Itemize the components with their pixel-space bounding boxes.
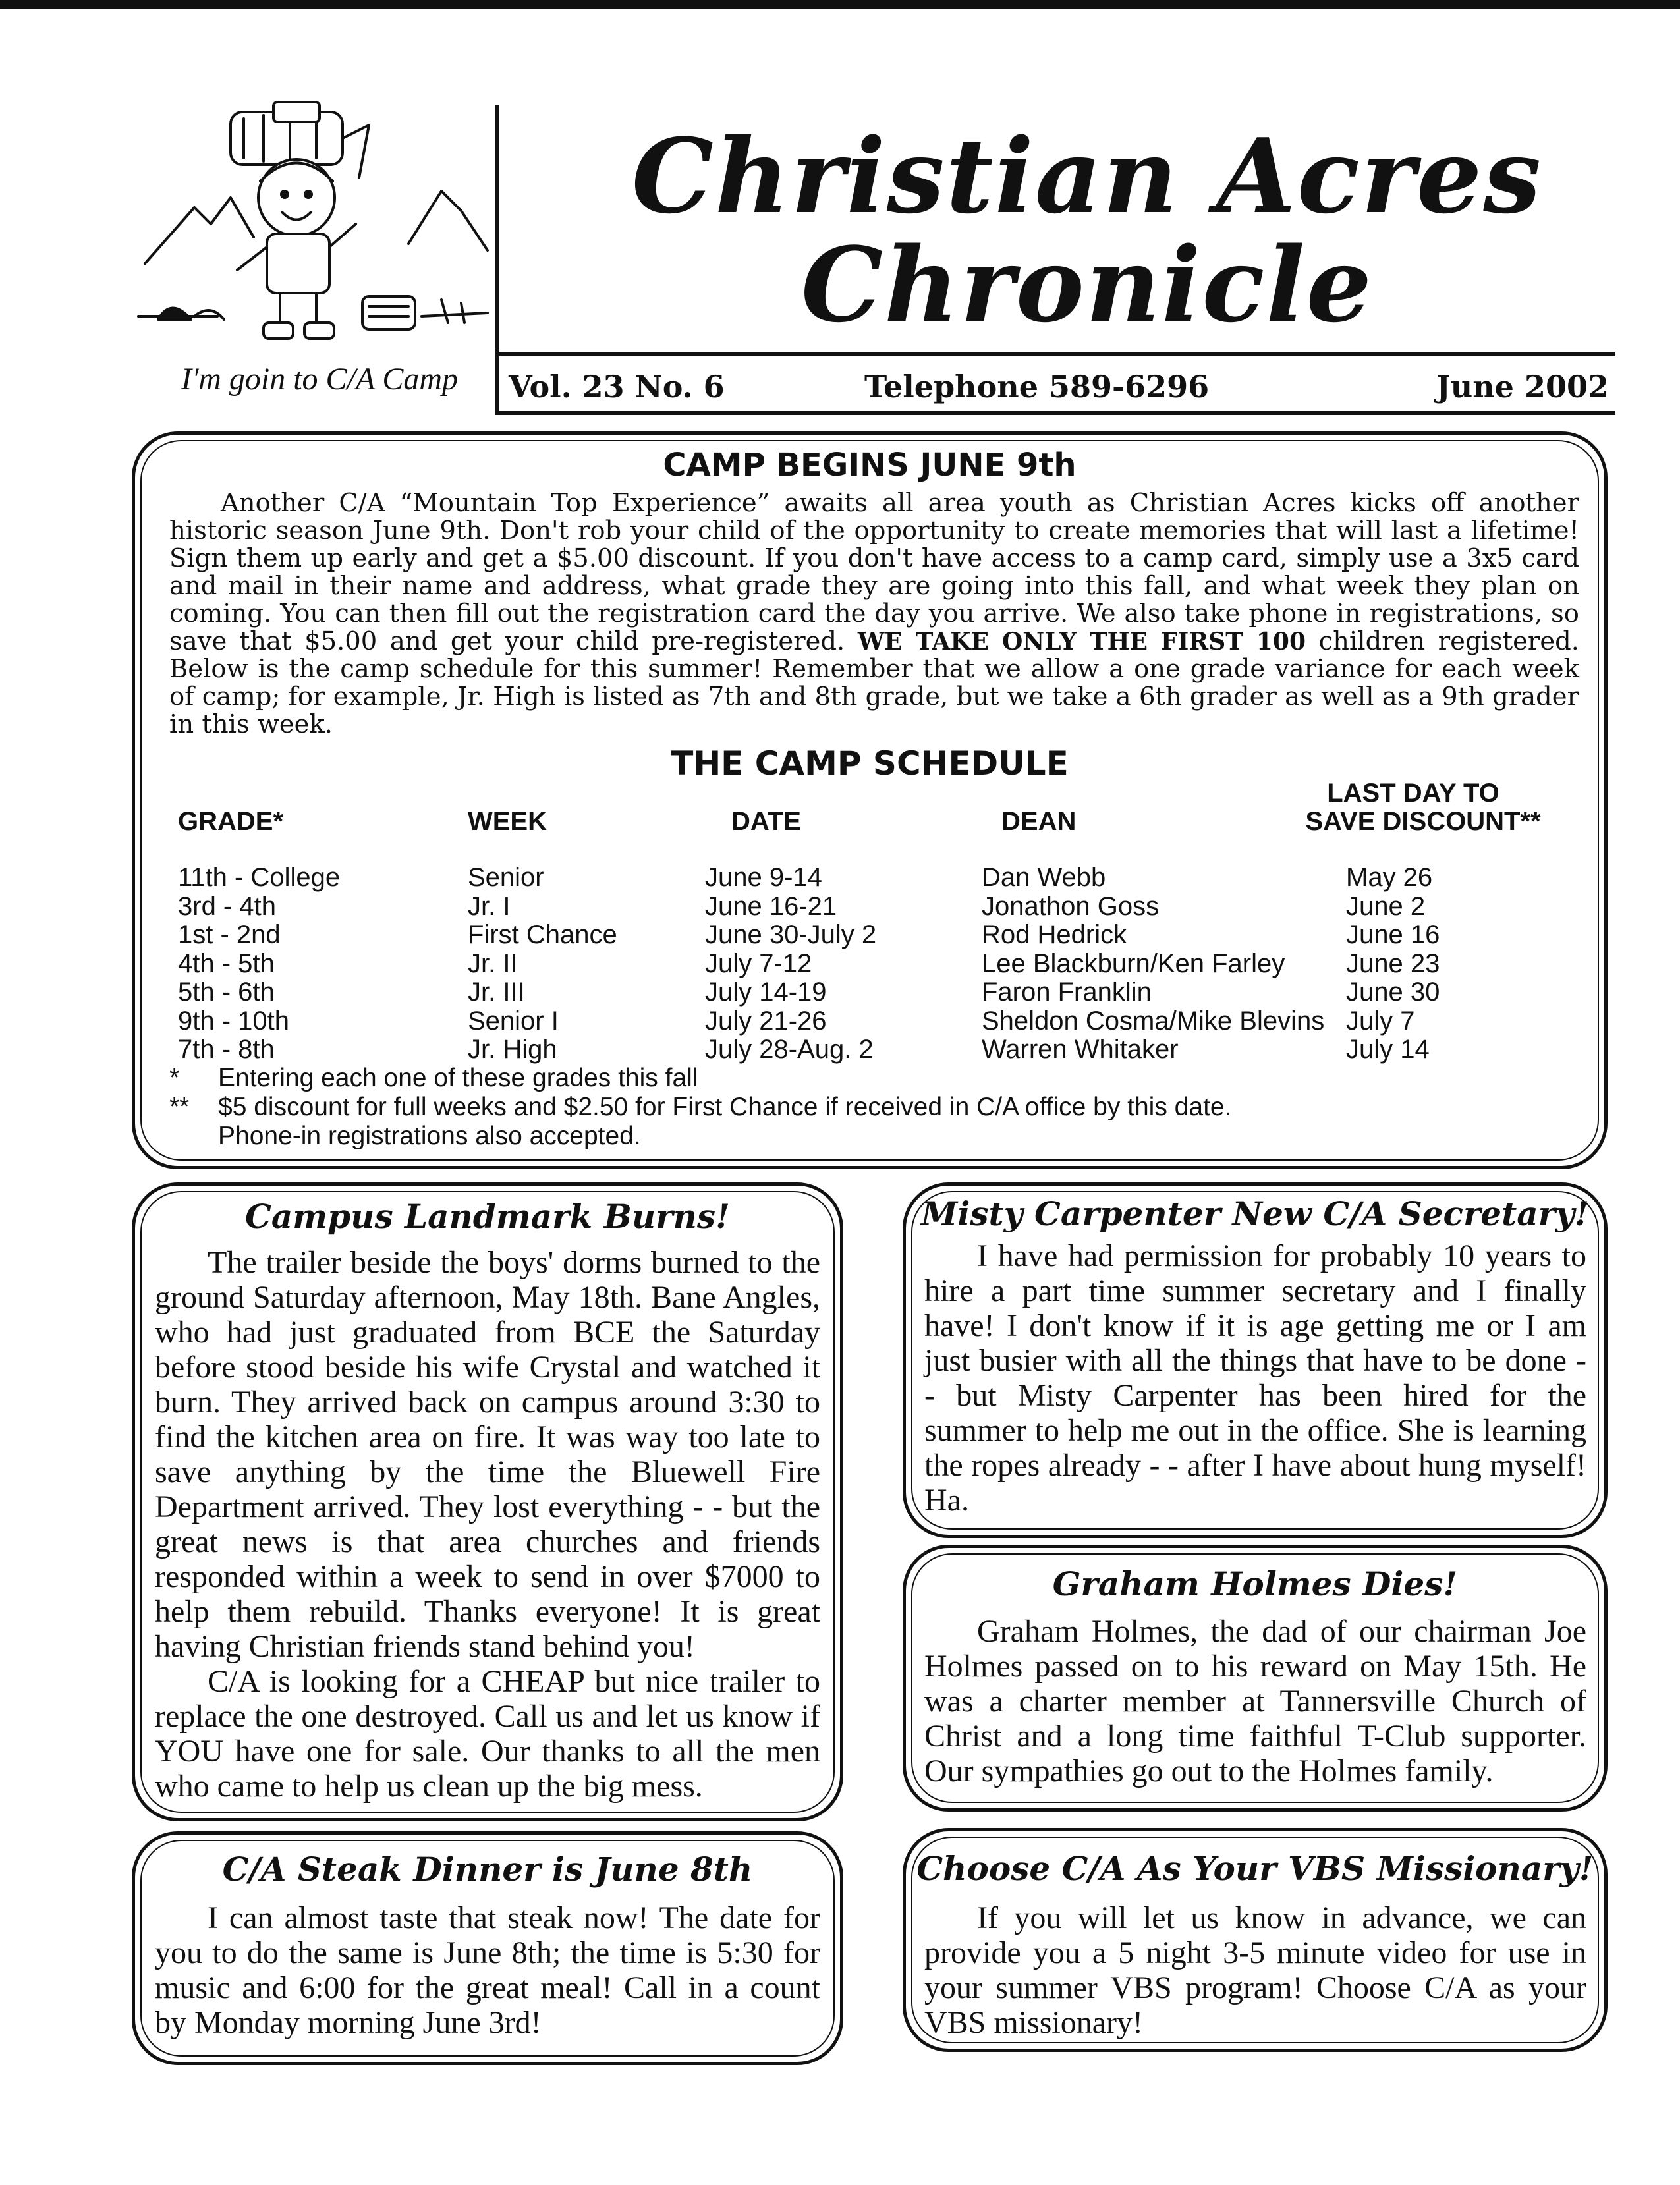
schedule-cell-date: July 7-12 [705,949,812,978]
schedule-cell-date: July 21-26 [705,1006,827,1036]
schedule-cell-dean: Faron Franklin [982,978,1152,1007]
footnote-2-mark: ** [169,1093,190,1121]
schedule-cell-week: Senior [468,863,544,892]
schedule-cell-last-day: June 16 [1346,920,1440,949]
schedule-cell-last-day: June 30 [1346,978,1440,1007]
schedule-cell-dean: Dan Webb [982,863,1106,892]
schedule-cell-week: Jr. High [468,1035,557,1064]
schedule-cell-dean: Lee Blackburn/Ken Farley [982,949,1285,978]
hiker-mascot-illustration [132,99,501,362]
schedule-cell-grade: 4th - 5th [178,949,275,978]
schedule-cell-grade: 5th - 6th [178,978,275,1007]
schedule-cell-date: June 30-July 2 [705,920,877,949]
steak-body [155,1900,820,2040]
steak-dinner-box [132,1831,843,2065]
camp-text-part1: Another C/A “Mountain Top Experience” awaits all area youth as Christian Acres kicks off another historic season June 9th. Don't rob your child of the opportunity to create memories that will last a lifetime! Sign them up early and get a $5.00 discount. If you don't have access to a camp card, simply use a 3x5 card and mail in their name and address, what grade they are going into this fall, and what week they plan on coming. You can then fill out the registration card the day you arrive. We also take phone in registrations, so save that $5.00 and get your child pre-registered. [169,488,1579,656]
col-header-last-day-line1: LAST DAY TO [1327,779,1499,808]
camp-heading: CAMP BEGINS JUNE 9th [663,447,1077,484]
footnote-3-text: Phone-in registrations also accepted. [218,1122,641,1150]
secretary-title: Misty Carpenter New C/A Secretary! [921,1194,1589,1233]
schedule-cell-week: Jr. I [468,891,511,921]
holmes-body [924,1614,1586,1788]
schedule-cell-last-day: May 26 [1346,863,1433,892]
top-rule [0,0,1680,9]
steak-title: C/A Steak Dinner is June 8th [222,1850,753,1889]
schedule-cell-week: Jr. II [468,949,518,978]
landmark-title: Campus Landmark Burns! [245,1197,730,1236]
secretary-para1: I have had permission for probably 10 years to hire a part time summer secretary and I finally have! I don't know if it is age getting me or I am just busier with all the things that have to be done - - but Misty Carpenter has been hired for the summer to help me out in the office. She is learning the ropes already - - after I have about hung myself! Ha. [924,1238,1586,1518]
issue-date: June 2002 [1436,369,1609,404]
newsletter-title-line1: Christian Acres [631,116,1543,236]
schedule-cell-last-day: June 2 [1346,891,1426,921]
schedule-cell-grade: 3rd - 4th [178,891,276,921]
schedule-cell-dean: Jonathon Goss [982,891,1160,921]
schedule-cell-dean: Sheldon Cosma/Mike Blevins [982,1006,1325,1036]
mascot-caption: I'm goin to C/A Camp [181,362,459,397]
footnote-1 [169,1064,698,1093]
schedule-cell-week: First Chance [468,920,617,949]
camp-text-bold: WE TAKE ONLY THE FIRST 100 [857,628,1306,655]
masthead-rule [495,352,1615,356]
camp-begins-box [132,431,1608,1169]
landmark-body [155,1245,820,1804]
footnote-3 [169,1122,641,1151]
schedule-cell-date: July 14-19 [705,978,827,1007]
holmes-box [903,1545,1608,1812]
telephone-number: Telephone 589-6296 [864,369,1210,404]
landmark-para2: C/A is looking for a CHEAP but nice trailer to replace the one destroyed. Call us and let us know if YOU have one for sale. Our thanks to all the men who came to help us clean up the big mess. [155,1664,820,1804]
col-header-grade: GRADE* [178,807,284,836]
schedule-cell-week: Jr. III [468,978,525,1007]
schedule-cell-dean: Rod Hedrick [982,920,1127,949]
footnote-2-text: $5 discount for full weeks and $2.50 for First Chance if received in C/A office by this date. [218,1093,1232,1121]
vbs-missionary-box [903,1828,1608,2052]
secretary-body [924,1238,1586,1518]
holmes-title: Graham Holmes Dies! [1052,1564,1458,1603]
vbs-title: Choose C/A As Your VBS Missionary! [916,1849,1594,1888]
vbs-para1: If you will let us know in advance, we can provide you a 5 night 3-5 minute video for use in your summer VBS program! Choose C/A as your VBS missionary! [924,1900,1586,2040]
schedule-cell-grade: 11th - College [178,863,341,892]
schedule-cell-grade: 7th - 8th [178,1035,275,1064]
landmark-burns-box [132,1182,843,1821]
footnote-2 [169,1093,1231,1122]
schedule-cell-last-day: July 14 [1346,1035,1430,1064]
schedule-cell-grade: 1st - 2nd [178,920,281,949]
schedule-cell-date: June 16-21 [705,891,837,921]
col-header-last-day-line2: SAVE DISCOUNT** [1305,807,1541,836]
schedule-cell-last-day: June 23 [1346,949,1440,978]
camp-text-part2: children registered. Below is the camp schedule for this summer! Remember that we allow a one grade variance for each week of camp; for example, Jr. High is listed as 7th and 8th grade, but we take a 6th grader as well as a 9th grader in this week. [169,626,1580,739]
footnote-1-text: Entering each one of these grades this fall [218,1064,698,1092]
masthead-info-bar [495,362,1615,415]
schedule-cell-grade: 9th - 10th [178,1006,290,1036]
secretary-box [903,1182,1608,1538]
newsletter-title-line2: Chronicle [800,225,1373,345]
holmes-para1: Graham Holmes, the dad of our chairman Joe Holmes passed on to his reward on May 15th. He was a charter member at Tannersville Church of Christ and a long time faithful T-Club supporter. Our sympathies go out to the Holmes family. [924,1614,1586,1788]
col-header-week: WEEK [468,807,547,836]
schedule-cell-dean: Warren Whitaker [982,1035,1179,1064]
schedule-title: THE CAMP SCHEDULE [671,744,1069,783]
camp-paragraph [169,489,1579,738]
schedule-cell-last-day: July 7 [1346,1006,1415,1036]
col-header-dean: DEAN [1001,807,1077,836]
col-header-date: DATE [731,807,801,836]
schedule-cell-date: July 28-Aug. 2 [705,1035,874,1064]
schedule-cell-week: Senior I [468,1006,559,1036]
volume-number: Vol. 23 No. 6 [509,369,725,404]
steak-para1: I can almost taste that steak now! The date for you to do the same is June 8th; the time is 5:30 for music and 6:00 for the great meal! Call in a count by Monday morning June 3rd! [155,1900,820,2040]
vbs-body [924,1900,1586,2040]
landmark-para1: The trailer beside the boys' dorms burned to the ground Saturday afternoon, May 18th. Bane Angles, who had just graduated from BCE the Saturday before stood beside his wife Crystal and watched it burn. They arrived back on campus around 3:30 to find the kitchen area on fire. It was way too late to save anything by the time the Bluewell Fire Department arrived. They lost everything - - but the great news is that area churches and friends responded within a week to send in over $7000 to help them rebuild. Thanks everyone! It is great having Christian friends stand behind you! [155,1245,820,1664]
footnote-1-mark: * [169,1064,180,1092]
schedule-cell-date: June 9-14 [705,863,822,892]
